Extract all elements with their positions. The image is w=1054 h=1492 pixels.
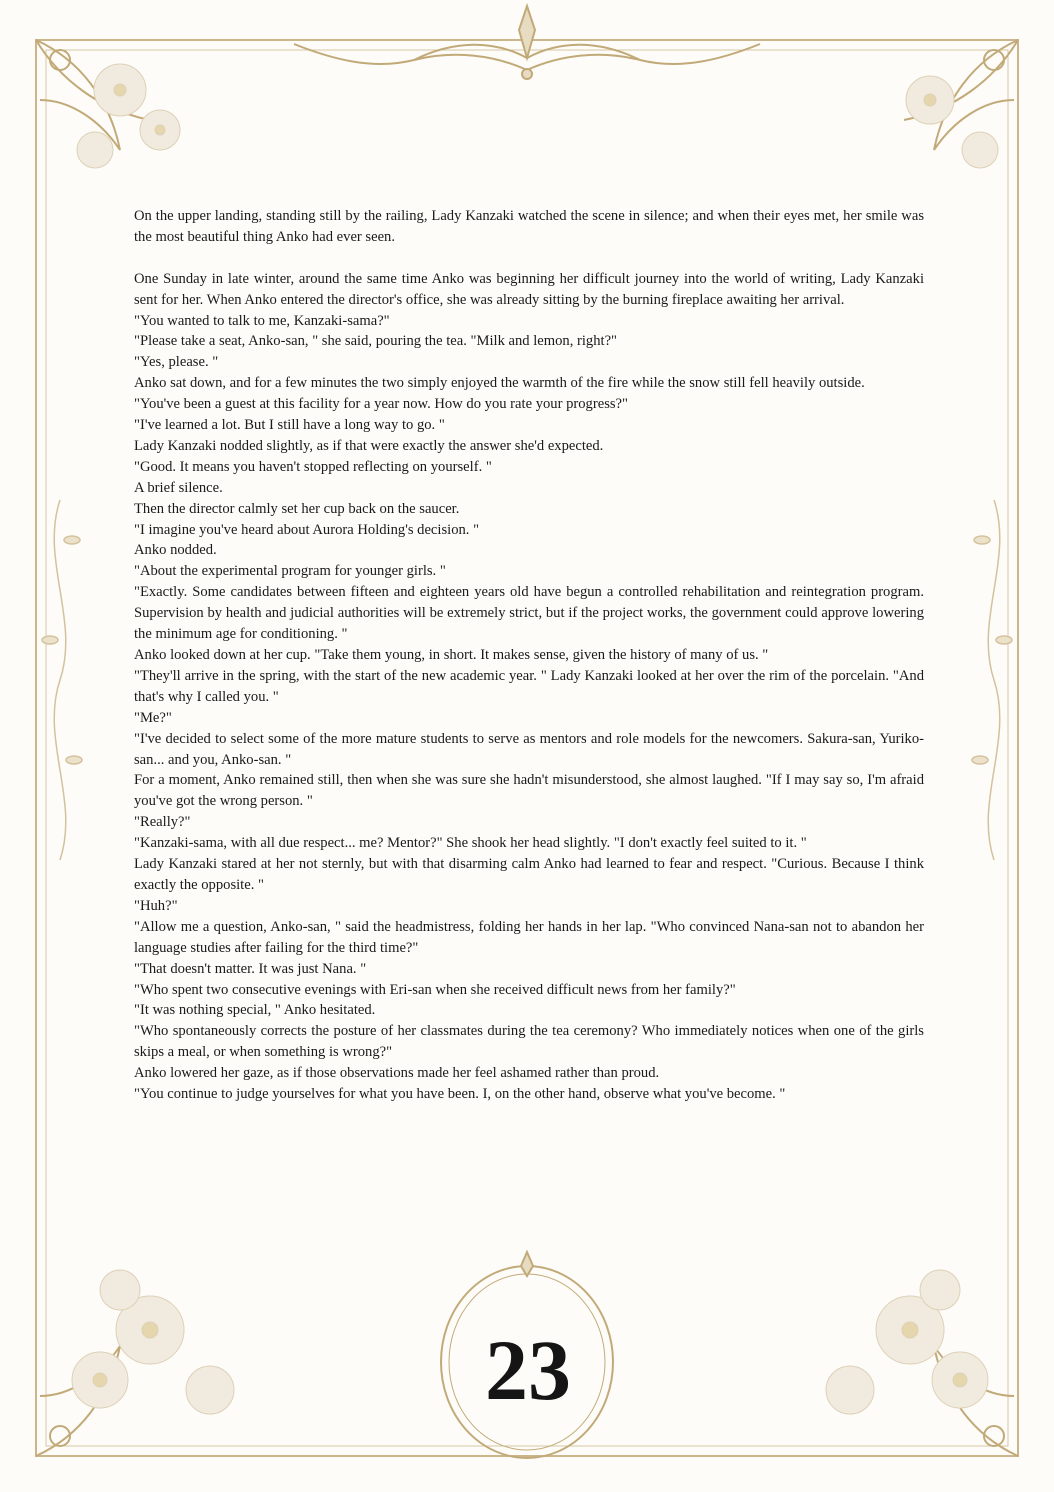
flower-cluster-bottom-right (826, 1270, 988, 1414)
paragraph: A brief silence. (134, 479, 223, 496)
flower-cluster-top-left (77, 64, 180, 168)
right-vine (972, 500, 1012, 860)
flower-cluster-bottom-left (72, 1270, 234, 1414)
paragraph: "Huh?" (134, 897, 178, 914)
paragraph: One Sunday in late winter, around the same time Anko was beginning her difficult journey into the world of writing, Lady Kanzaki sent for her. When Anko entered the director's office, she was already sitting by the burning fireplace awaiting her arrival. (134, 270, 924, 308)
top-fleur-ornament (294, 6, 760, 79)
paragraph: "Please take a seat, Anko-san, " she said, pouring the tea. "Milk and lemon, right?" (134, 333, 618, 350)
page-number: 23 (485, 1322, 571, 1418)
flower-cluster-top-right (906, 76, 998, 168)
paragraph: "Me?" (134, 709, 172, 726)
left-vine (42, 500, 82, 860)
paragraph: "Yes, please. " (134, 354, 219, 371)
paragraph: "Who spent two consecutive evenings with Eri-san when she received difficult news from her family?" (134, 981, 736, 998)
paragraph: "You wanted to talk to me, Kanzaki-sama?" (134, 312, 390, 329)
paragraph: "I've learned a lot. But I still have a long way to go. " (134, 417, 445, 434)
paragraph: Anko sat down, and for a few minutes the two simply enjoyed the warmth of the fire while the snow still fell heavily outside. (134, 375, 865, 392)
paragraph: "They'll arrive in the spring, with the start of the new academic year. " Lady Kanzaki looked at her over the rim of the porcelain. "And that's why I called you. " (134, 667, 924, 705)
paragraph: "Good. It means you haven't stopped reflecting on yourself. " (134, 458, 492, 475)
paragraph: For a moment, Anko remained still, then when she was sure she hadn't misunderstood, she almost laughed. "If I may say so, I'm afraid you've got the wrong person. " (134, 772, 924, 810)
paragraph: "You've been a guest at this facility for a year now. How do you rate your progress?" (134, 396, 628, 413)
paragraph: "Exactly. Some candidates between fifteen and eighteen years old have begun a controlled rehabilitation and reintegration program. Supervision by health and judicial authorities will be extremely strict, but if the project works, the government could approve lowering the minimum age for conditioning. " (134, 584, 924, 643)
paragraph: Anko looked down at her cup. "Take them young, in short. It makes sense, given the history of many of us. " (134, 647, 769, 664)
paragraph: "Kanzaki-sama, with all due respect... me? Mentor?" She shook her head slightly. "I don't exactly feel suited to it. " (134, 835, 807, 852)
paragraph: "About the experimental program for younger girls. " (134, 563, 446, 580)
paragraph: Anko lowered her gaze, as if those observations made her feel ashamed rather than proud. (134, 1065, 660, 1082)
paragraph: "Really?" (134, 814, 191, 831)
paragraph: "You continue to judge yourselves for what you have been. I, on the other hand, observe what you've become. " (134, 1086, 786, 1103)
paragraph: Lady Kanzaki nodded slightly, as if that were exactly the answer she'd expected. (134, 437, 604, 454)
paragraph: "Who spontaneously corrects the posture of her classmates during the tea ceremony? Who immediately notices when one of the girls skips a meal, or when something is wrong?" (134, 1023, 924, 1061)
paragraph: Then the director calmly set her cup back on the saucer. (134, 500, 460, 517)
paragraph: Anko nodded. (134, 542, 217, 559)
body-text (134, 206, 924, 1105)
paragraph: "That doesn't matter. It was just Nana. " (134, 960, 367, 977)
paragraph: Lady Kanzaki stared at her not sternly, but with that disarming calm Anko had learned to fear and respect. "Curious. Because I think exactly the opposite. " (134, 856, 924, 893)
paragraph: "Allow me a question, Anko-san, " said the headmistress, folding her hands in her lap. "Who convinced Nana-san not to abandon her language studies after failing for the third time?" (134, 918, 924, 956)
paragraph: "I've decided to select some of the more mature students to serve as mentors and role models for the newcomers. Sakura-san, Yuriko-san... and you, Anko-san. " (134, 730, 924, 768)
paragraph: On the upper landing, standing still by the railing, Lady Kanzaki watched the scene in silence; and when their eyes met, her smile was the most beautiful thing Anko had ever seen. (134, 208, 924, 245)
paragraph: "I imagine you've heard about Aurora Holding's decision. " (134, 521, 480, 538)
paragraph: "It was nothing special, " Anko hesitated. (134, 1002, 376, 1019)
